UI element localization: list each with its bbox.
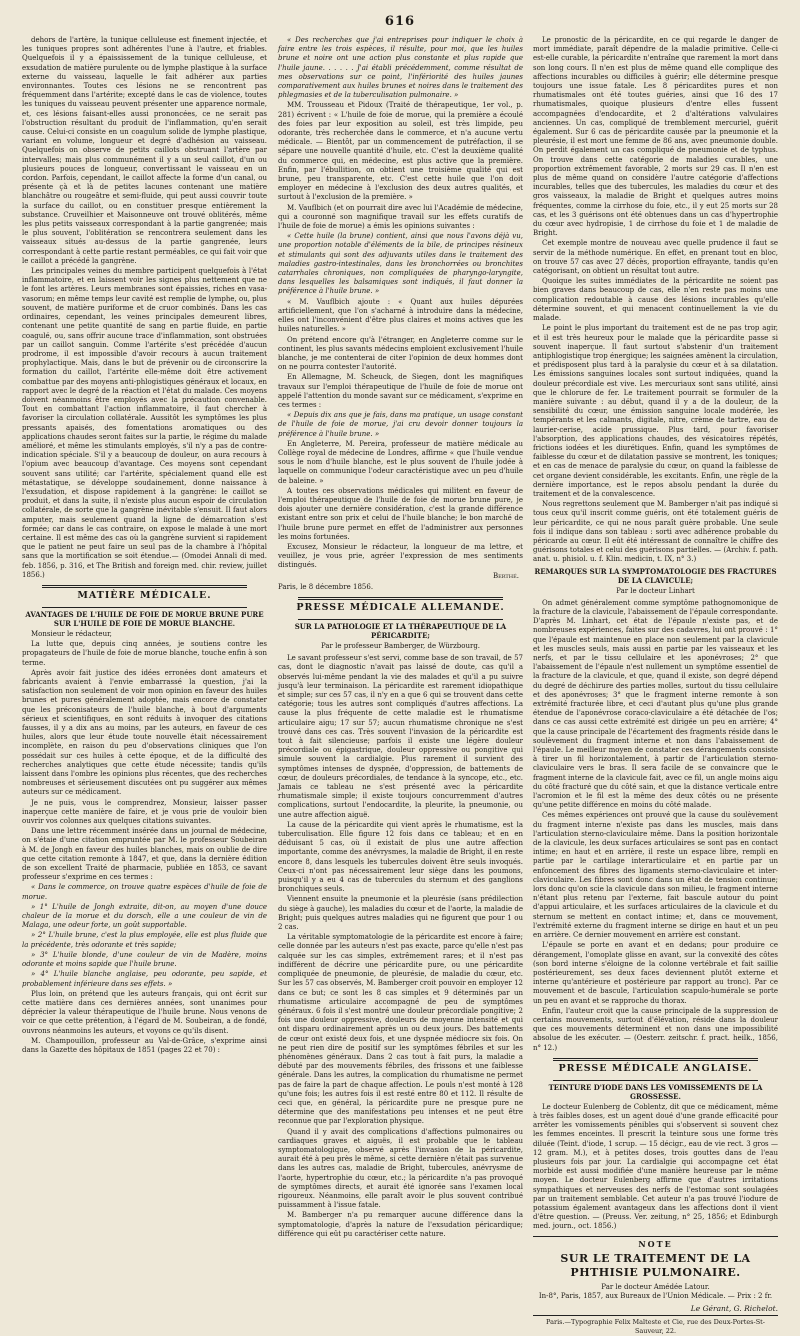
paragraph: Quand il y avait des complications d'affections pulmonaires ou cardiaques graves et aiguës, il est probable que le tableau symptomatologique, observé après l'invasion de la péricardite, aurait été à peu près le même, si cette dernière n'était pas survenue dans les autres cas, maladie de Bright, tubercules, anévrysme de l'aorte, hypertrophie du cœur, etc.; la péricardite n'a pas provoqué de symptômes directs, et aurait été ignorée sans l'examen local rigoureux. Néanmoins, elle paraît avoir le plus souvent contribué puissamment à l'issue fatale. bbox=[278, 1127, 523, 1210]
paragraph: Quoique les suites immédiates de la péricardite ne soient pas bien graves dans beaucoup de cas, elle n'en reste pas moins une complication redoutable à cause des lésions incurables qu'elle détermine souvent, et qui menacent continuellement la vie du malade. bbox=[533, 277, 778, 323]
column-right bbox=[533, 36, 778, 1336]
quote: » 4° L'huile blanche anglaise, peu odorante, peu sapide, et probablement inférieure dans ses effets. » bbox=[22, 970, 267, 988]
column-left bbox=[22, 36, 267, 1084]
paragraph: M. Vauflbich (et on pourrait dire avec lui l'Académie de médecine, qui a couronné son magnifique travail sur les effets curatifs de l'huile de foie de morue) a émis les opinions suivantes : bbox=[278, 203, 523, 231]
page-number: 616 bbox=[384, 14, 416, 29]
quote: « Des recherches que j'ai entreprises pour indiquer le choix à faire entre les trois espèces, il résulte, pour moi, que les huiles brune et noire ont une action plus constante et plus rapide que l'huile jaune. . . . . . J'ai établi précédemment, comme résultat de mes observations sur ce point, l'infériorité des huiles jaunes comparativement aux huiles brunes et noires dans le traitement des phlegmasies et de la tuberculisation pulmonaire. » bbox=[278, 36, 523, 100]
quote: » 3° L'huile blonde, d'une couleur de vin de Madère, moins odorante et moins sapide que l'huile brune. bbox=[22, 950, 267, 969]
article-title: SUR LA PATHOLOGIE ET LA THÉRAPEUTIQUE DE LA PÉRICARDITE; bbox=[294, 621, 507, 640]
paragraph: Ces mêmes expériences ont prouvé que la cause du soulèvement du fragment interne n'existe pas dans les muscles, mais dans l'articulation sterno-claviculaire même. Dans la position horizontale de la clavicule, les deux surfaces articulaires se sont pas en contact intime; en haut et en arrière, il reste un espace libre, rempli en partie par le cartilage interarticulaire et en partie par un enfoncement des fibres des ligaments sterno-claviculaire et inter-claviculaire. Les fibres sont donc dans un état de tension continue; lors donc qu'on scie la clavicule dans son milieu, le fragment interne n'étant plus retenu par l'externe, fait bascule autour du point d'appui articulaire, et les surfaces articulaires de la clavicule et du sternum se mettent en contact intime; et, dans ce mouvement, l'extrémité externe du fragment interne se dirige en haut et un peu en arrière. Ce dernier mouvement en arrière est constant. bbox=[533, 811, 778, 940]
section-divider bbox=[298, 619, 503, 620]
section-divider bbox=[553, 1080, 758, 1081]
paragraph: Excusez, Monsieur le rédacteur, la longueur de ma lettre, et veuillez, je vous prie, agréer l'expression de mes sentiments distingués. bbox=[278, 542, 523, 570]
section-divider bbox=[298, 597, 503, 600]
article-title: AVANTAGES DE L'HUILE DE FOIE DE MORUE BRUNE PURE SUR L'HUILE DE FOIE DE MORUE BLANCHE. bbox=[25, 609, 264, 628]
section-divider bbox=[42, 585, 247, 588]
quote: » 1° L'huile de Jongh extraite, dit-on, au moyen d'une douce chaleur de la morue et du dorsch, elle a une couleur de vin de Malaga, une odeur forte, un goût supportable. bbox=[22, 902, 267, 930]
paragraph: Après avoir fait justice des idées erronées dont amateurs et fabricants avaient à l'envie embarrassé la question, j'ai la satisfaction non seulement de voir mon opinion en faveur des huiles brunes et pures généralement adoptée, mais encore de constater que les préconisateurs de l'huile blanche, à bout d'arguments sérieux et scientifiques, en sont réduits à invoquer des citations fausses, il y a dix ans au moins, par les auteurs, en faveur de ces huiles, alors que leur étude toute nouvelle était nécessairement incomplète, en raison du peu d'observations cliniques que l'on possédait sur ces huiles à cette époque, et de la difficulté des recherches analytiques que cette étude nécessite; tandis qu'ils laissent dans l'ombre les opinions plus récentes, que des recherches nombreuses et sérieusement discutées ont pu suggérer aux mêmes auteurs sur ce médicament. bbox=[22, 668, 267, 797]
article-title: REMARQUES SUR LA SYMPTOMATOLOGIE DES FRACTURES DE LA CLAVICULE; bbox=[534, 566, 777, 585]
printer-imprint: Paris.—Typographie Felix Malteste et Cie, rue des Deux-Portes-St-Sauveur, 22. bbox=[533, 1315, 778, 1336]
paragraph: La lutte que, depuis cinq années, je soutiens contre les propagateurs de l'huile de foie de morue blanche, touche enfin à son terme. bbox=[22, 640, 267, 667]
paragraph: dehors de l'artère, la tunique celluleuse est finement injectée, et les tuniques propres sont adhérentes l'une à l'autre, et friables. Quelquefois il y a épaississement de la tunique celluleuse, et exsudation de matière purulente ou de lymphe plastique à la surface externe du vaisseau, laquelle le fait adhérer aux parties environnantes. Toutes ces lésions ne se rencontrent pas fréquemment dans l'artérite; excepté dans le cas de violence, toutes les tuniques du vaisseau peuvent présenter une apparence normale, et, ces lésions faisant-elles aussi prononcées, ce ne serait pas l'obstruction résultant du produit de l'inflammation, qu'en serait cause. Celui-ci consiste en un coagulum solide de lymphe plastique, variant en volume, longueur et degré d'adhésion au vaisseau. Quelquefois on observe de petits caillots obstruant l'artère par intervalles; mais plus communément il y a un seul caillot, d'un ou plusieurs pouces de longueur, convertissant le vaisseau en un cordon. Parfois, cependant, le caillot affecte la forme d'un canal, ou présente çà et là de petites lacunes contenant une matière blanchâtre ou rougeâtre et semi-fluide, qui peut aussi couvrir toute la surface du caillot, ou en constituer presque entièrement la substance. Cruveilhier et Maisonneuve ont trouvé oblitérés, même les plus petits vaisseaux correspondant à la partie gangrenée; mais le plus souvent, l'oblitération se rencontrera seulement dans les vaisseaux situés au-dessus de la partie gangrenée, leurs correspondant à cette partie restant perméables, ce qui fait voir que le caillot a précédé la gangrène. bbox=[22, 36, 267, 265]
note-label: NOTE bbox=[638, 1238, 673, 1249]
paragraph: Enfin, l'auteur croit que la cause principale de la suppression de certains mouvements, surtout d'élévation, réside dans la douleur que ces mouvements déterminent et non dans une impossibilité absolue de les exécuter. — (Oesterr. zeitschr. f. pract. heilk., 1856, n° 12.) bbox=[533, 1006, 778, 1052]
paragraph: On admet généralement comme symptôme pathognomonique de la fracture de la clavicule, l'abaissement de l'épaule correspondante. D'après M. Linhart, cet état de l'épaule n'existe pas, et de nombreuses expériences, faites sur des cadavres, lui ont prouvé : 1° que l'épaule est maintenue en place non seulement par la clavicule et les muscles seuls, mais aussi en partie par les vaisseaux et les nerfs, et par le tissu cellulaire et les aponévroses; 2° que l'abaissement de l'épaule n'est nullement un symptôme essentiel de la fracture de la clavicule, et que, quand il existe, son degré dépend du degré de déchirure des parties molles, surtout du tissu cellulaire et des aponévroses; 3° que le fragment interne remonte à son extrémité fracturée libre, et ceci d'autant plus qu'une plus grande étendue de l'aponévrose coraco-claviculaire a été détachée de l'os; dans ce cas aussi cette extrémité est dirigée un peu en arrière; 4° que la cause principale de l'écartement des fragments réside dans le soulèvement du fragment interne et non dans l'abaissement de l'épaule. Le meilleur moyen de constater ces dérangements consiste à tirer un fil horizontalement, à partir de l'articulation sterno-claviculaire vers le bras. Il sera facile de se convaincre que le fragment interne de la clavicule fait, avec ce fil, un angle moins aigu du côté fracturé que du côté sain, et que la distance verticale entre l'acromion et le fil est la même des deux côtés ou ne présente qu'une petite différence en moins du côté malade. bbox=[533, 598, 778, 810]
section-title: MATIÈRE MÉDICALE. bbox=[77, 589, 212, 601]
salutation: Monsieur le rédacteur, bbox=[31, 629, 112, 638]
quote: « Depuis dix ans que je fais, dans ma pratique, un usage constant de l'huile de foie de morue, j'ai cru devoir donner toujours la préférence à l'huile brune. » bbox=[278, 411, 523, 438]
paragraph: M. Bamberger n'a pu remarquer aucune différence dans la symptomatologie, d'après la nature de l'exsudation péricardique; différence qui eût pu caractériser cette nature. bbox=[278, 1211, 523, 1238]
paragraph: Cet exemple montre de nouveau avec quelle prudence il faut se servir de la méthode numérique. En effet, en prenant tout en bloc, on trouve 57 cas avec 27 décès, proportion effrayante, tandis qu'en catégorisant, on obtient un résultat tout autre. bbox=[533, 239, 778, 276]
note-title: SUR LE TRAITEMENT DE LA PHTHISIE PULMONAIRE. bbox=[560, 1251, 751, 1279]
paragraph: La véritable symptomatologie de la péricardite est encore à faire; celle donnée par les auteurs n'est pas exacte, parce qu'elle n'est pas calquée sur les cas simples, extrêmement rares; et il n'est pas indifférent de décrire une péricardite pure, ou une péricardite compliquée de pneumonie, de pleurésie, de maladie du cœur, etc. Sur les 57 cas observés, M. Bamberger croit pouvoir en employer 12 dans ce but; ce sont les 8 cas simples et 9 déterminés par un rhumatisme articulaire accompagné de peu de symptômes généraux. 6 fois il s'est montré une douleur précordiale pongitive; 2 fois une douleur oppressive, douleurs de moyenne intensité et qui ont disparu ordinairement après un ou deux jours. Des battements de cœur ont existé deux fois, et une dyspnée médiocre six fois. On ne peut rien dire de positif sur les symptômes fébriles et sur les phénomènes généraux. Dans 2 cas tout à fait purs, la maladie a débuté par des mouvements fébriles, des frissons et une faiblesse générale. Dans les autres, la complication du rhumatisme ne permet pas de faire la part de chaque affection. Le pouls n'est monté à 128 qu'une fois; les autres fois il est resté entre 80 et 112. Il résulte de ceci que, en général, la péricardite pure ne presque pure ne détermine que des manifestations peu intenses et ne peut être reconnue que par l'exploration physique. bbox=[278, 933, 523, 1126]
paragraph: En Angleterre, M. Pereira, professeur de matière médicale au Collège royal de médecine de Londres, affirme « que l'huile vendue sous le nom d'huile blanche, est le plus souvent de l'huile jodée à laquelle on communique l'odeur caractéristique avec un peu d'huile de baleine. » bbox=[278, 439, 523, 485]
quote: « Cette huile (la brune) contient, ainsi que nous l'avons déjà vu, une proportion notable d'éléments de la bile, de principes résineux et stimulants qui sont des adjuvants utiles dans le traitement des maladies gastro-intestinales, dans les bronchorrées ou bronchites catarrhales chroniques, non compliquées de pharyngo-laryngite, dans lesquelles les balsamiques sont indiqués, il faut donner la préférence à l'huile brune. » bbox=[278, 232, 523, 296]
paragraph: Le point le plus important du traitement est de ne pas trop agir, et il est très heureux pour le malade que la péricardite passe si souvent inaperçue. Il faut surtout s'abstenir d'un traitement antiphlogistique trop énergique; les saignées amènent la circulation, et prédisposent plus tard à la paralysie du cœur et à sa dilatation. Les émissions sanguines locales sont surtout indiquées, quand la douleur précordiale est vive. Les mercuriaux sont sans utilité, ainsi que le chlorure de fer. Le traitement pourrait se formuler de la manière suivante : au début, quand il y a de la douleur, de la sensibilité du cœur, une émission sanguine locale modérée, les tempérants et les calmants, digitale, nitre, crème de tartre, eau de laurier-cerise, acide prussique. Plus tard, pour favoriser l'absorption, des applications chaudes, des vésicatoires répétés, frictions iodées et les diurétiques. Enfin, quand les symptômes de faiblesse du cœur et de dilatation passive se montrent, les toniques; et en cas de menace de paralysie du cœur, on quand la faiblesse de cet organe devient considérable, les excitants. Enfin, une règle de la dernière importance, est le repos absolu pendant la durée du traitement et de la convalescence. bbox=[533, 324, 778, 498]
manager-signature: Le Gérant, G. Richelot. bbox=[690, 1303, 778, 1313]
paragraph: Je ne puis, vous le comprendrez, Monsieur, laisser passer inaperçue cette manière de faire, et je vous prie de vouloir bien ouvrir vos colonnes aux quelques citations suivantes. bbox=[22, 798, 267, 826]
place-date: Paris, le 8 décembre 1856. bbox=[278, 582, 374, 591]
paragraph: En Allemagne, M. Scheuck, de Siegen, dont les magnifiques travaux sur l'emploi thérapeutique de l'huile de foie de morue ont appelé l'attention du monde savant sur ce médicament, s'exprime en ces termes : bbox=[278, 373, 523, 409]
paragraph: Le pronostic de la péricardite, en ce qui regarde le danger de mort immédiate, paraît dépendre de la maladie primitive. Celle-ci est-elle curable, la péricardite n'entraîne que rarement la mort dans son long cours. Il n'en est plus de même quand elle complique des affections incurables ou difficiles à guérir; elle détermine presque toujours une issue fatale. Les 8 péricardites pures et non rhumatismales ont été toutes guéries, ainsi que 16 des 17 rhumatismales, quoique plusieurs d'entre elles fussent accompagnées d'endocardite, et 2 d'altérations valvulaires anciennes. Un cas, compliqué de tremblement mercuriel, guérit également. Sur 6 cas de péricardite causée par la pneumonie et la pleurésie, il est mort une femme de 86 ans, avec pneumonie double. On perdit également un cas compliqué de pneumonie et de typhus. On trouve dans cette catégorie de maladies curables, une proportion extrêmement favorable, 2 morts sur 29 cas. Il n'en est plus de même quand on considère l'autre catégorie d'affections incurables, telles que des tubercules, les maladies du cœur et des gros vaisseaux, la maladie de Bright et quelques autres moins fréquentes, comme la cirrhose du foie, etc., il y eut 25 morts sur 28 cas, et les 3 guérisons ont été obtenues dans un cas d'hypertrophie du cœur avec hydropisie, 1 de cirrhose du foie et 1 de maladie de Bright. bbox=[533, 36, 778, 238]
section-title: PRESSE MÉDICALE ALLEMANDE. bbox=[296, 601, 505, 613]
paragraph: L'épaule se porte en avant et en dedans; pour produire ce dérangement, l'omoplate glisse en avant, sur la convexité des côtes (son bord interne s'éloigne de la colonne vertébrale et fait saillie postérieurement, ses deux faces deviennent plutôt externe et interne qu'antérieure et postérieure par rapport au tronc). Par ce mouvement et de bascule, l'articulation scapulo-humérale se porte un peu en avant et se rapproche du thorax. bbox=[533, 941, 778, 1005]
note-publication: In-8°, Paris, 1857, aux Bureaux de l'Union Médicale. — Prix : 2 fr. bbox=[538, 1291, 773, 1300]
article-byline: Par le docteur Linhart bbox=[616, 586, 695, 595]
note-author: Par le docteur Amédée Latour. bbox=[601, 1282, 710, 1291]
section-title: PRESSE MÉDICALE ANGLAISE. bbox=[558, 1062, 753, 1074]
paragraph: Le savant professeur s'est servi, comme base de son travail, de 57 cas, dont le diagnostic n'avait pas laissé de doute, cas qu'il a observés lui-même pendant la vie des malades et qu'il a pu suivre jusqu'à leur terminaison. La péricardite est rarement idiopathique et simple; sur ces 57 cas, il n'y en a que 6 qui se trouvent dans cette catégorie; tous les autres sont compliqués d'autres affections. La cause la plus fréquente de cette maladie est le rhumatisme articulaire aigu; 17 sur 57; aucun rhumatisme chronique ne s'est trouvé dans ces cas. Très souvent l'invasion de la péricardite est tout à fait silencieuse; parfois il existe une légère douleur précordiale ou épigastrique, douleur oppressive ou pongitive qui simule souvent la cardialgie. Plus rarement il survient des symptômes intenses de dyspnée, d'oppression, de battements de cœur, de douleurs précordiales, de tendance à la syncope, etc., etc. Jamais ce tableau ne s'est présenté avec la péricardite rhumatismale simple; il existe toujours concurremment d'autres complications, surtout l'endocardite, la pleurite, la pneumonie, ou une autre affection aiguë. bbox=[278, 654, 523, 819]
quote: « Dans le commerce, on trouve quatre espèces d'huile de foie de morue. bbox=[22, 883, 267, 901]
section-divider bbox=[42, 607, 247, 608]
book-notice bbox=[533, 1236, 778, 1301]
paragraph: Nous regrettons seulement que M. Bamberger n'ait pas indiqué si tous ceux qu'il inscrit comme guéris, ont été totalement guéris de leur péricardite, ce qui ne nous paraît guère probable. Une seule fois il indique dans son tableau : sorti avec adhérence probable du péricarde au cœur. Il eût été intéressant de connaître le chiffre des guérisons totales et celui des guérisons partielles. — (Archiv. f. path. anat. u. phisiol. u. f. Klin. medicin, t. IX, n° 3.) bbox=[533, 500, 778, 564]
signature: Berthé. bbox=[492, 571, 519, 580]
paragraph: Viennent ensuite la pneumonie et la pleurésie (sans prédilection du siège à gauche), les maladies du cœur et de l'aorte, la maladie de Bright; puis quelques autres maladies qui ne figurent que pour 1 ou 2 cas. bbox=[278, 895, 523, 932]
article-title: TEINTURE D'IODE DANS LES VOMISSEMENTS DE LA GROSSESSE. bbox=[548, 1082, 763, 1101]
paragraph: M. Champouillon, professeur au Val-de-Grâce, s'exprime ainsi dans la Gazette des hôpitaux de 1851 (pages 22 et 70) : bbox=[22, 1036, 267, 1054]
quote: » 2° L'huile brune, c'est la plus employée, elle est plus fluide que la précédente, très odorante et très sapide; bbox=[22, 931, 267, 949]
paragraph: Plus loin, on prétend que les auteurs français, qui ont écrit sur cette matière dans ces dernières années, sont unanimes pour déprécier la valeur thérapeutique de l'huile brune. Nous venons de voir ce que cette prétention, à l'égard de M. Soubeiran, a de fondé, ouvrons néanmoins les auteurs, et voyons ce qu'ils disent. bbox=[22, 989, 267, 1035]
paragraph: On prétend encore qu'à l'étranger, en Angleterre comme sur le continent, les plus savants médecins emploient exclusivement l'huile blanche, je me contenterai de citer l'opinion de deux hommes dont on ne pourra contester l'autorité. bbox=[278, 335, 523, 372]
paragraph: Les principales veines du membre participent quelquefois à l'état inflammatoire, et en laissent voir les signes plus nettement que ne le font les artères. Leurs membranes sont épaissies, riches en vasa-vasorum; en même temps leur cavité est remplie de lymphe, ou, plus souvent, de matière puriforme et de cruor combinés. Dans les cas ordinaires, cependant, les veines principales demeurent libres, contenant une petite quantité de sang en partie fluide, en partie coagulé, ou, sans offrir aucune trace d'inflammation, sont obstruées par un caillot sanguin. Comme l'artérite s'est précédée d'aucun prodrome, il est impossible d'avoir recours à aucun traitement prophylactique. Mais, dans le but de prévenir ou de circonscrire la formation du caillot, l'artérite elle-même doit être activement combattue par des moyens anti-phlogistiques généraux et locaux, en rapport avec le degré de la réaction et l'état du malade. Ces moyens doivent néanmoins être employés avec la précaution convenable. Tout en combattant l'action inflammatoire, il faut chercher à favoriser la circulation collatérale. Aussitôt les symptômes les plus pressants apaisés, des fomentations aromatiques ou des applications chaudes seront faites sur la partie, le régime du malade amélioré, et même les stimulants employés, s'il n'y a pas de contre-indication spéciale. S'il y a beaucoup de douleur, on aura recours à l'opium avec beaucoup d'avantage. Ces moyens sont cependant souvent sans utilité; car l'artérite, spécialement quand elle est métastatique, se développe soudainement, donne naissance à l'exsudation, et dispose rapidement à la gangrène: le caillot se produit, et dans la suite, il n'existe plus aucun espoir de circulation collatérale, de sorte que la gangrène inévitable s'ensuit. Il faut alors amputer, mais seulement quand la ligne de démarcation s'est formée; car dans le cas contraire, on expose le malade à une mort certaine. Il est même des cas où la gangrène survient si rapidement que le patient ne peut faire un seul pas de la chambre à l'hôpital sans que la mortification se soit étendue.— (Omodei Annali di med. feb. 1856, p. 316, et The British and foreign med. chir. review, juillet 1856.) bbox=[22, 267, 267, 579]
article-byline: Par le professeur Bamberger, de Würzbourg. bbox=[320, 641, 481, 650]
paragraph: Le docteur Eulenberg de Coblentz, dit que ce médicament, même à très faibles doses, est un agent doué d'une grande efficacité pour arrêter les vomissements pénibles qui s'observent si souvent chez les femmes enceintes. Il prescrit la teinture sous une forme très diluée (Teint. d'iode, 1 scrup. — 15 décigr., eau de vie rect. 3 gros — 12 gram. M.), et à petites doses, trois gouttes dans de l'eau plusieurs fois par jour. La cardialgie qui accompagne cet état morbide est aussi modifiée d'une manière heureuse par le même moyen. Le docteur Eulenberg affirme que d'autres irritations sympathiques et nerveuses des nerfs de l'estomac sont soulagées par un traitement semblable. Cet auteur n'a pas trouvé l'iodure de potassium également avantageux dans les affections dont il vient d'être question. — (Preuss. Ver. zeitung, n° 25, 1856; et Edinburgh med. journ., oct. 1856.) bbox=[533, 1102, 778, 1231]
paragraph: « M. Vauflbich ajoute : « Quant aux huiles dépurées artificiellement, que l'on s'acharné à introduire dans la médecine, elles ont l'inconvénient d'être plus claires et moins actives que les huiles naturelles. » bbox=[278, 297, 523, 334]
paragraph: MM. Trousseau et Pidoux (Traité de thérapeutique, 1er vol., p. 281) écrivent : « L'huile de foie de morue, qui la première a écoulé des foies par leur exposition au soleil, est très limpide, peu odorante, très recherchée dans le commerce, et n'a aucune vertu médicale. — Bientôt, par un commencement de putréfaction, il se sépare une nouvelle quantité d'huile, etc. C'est la deuxième qualité du commerce qui, en médecine, est plus active que la première. Enfin, par l'ébullition, on obtient une troisième qualité qui est brune, peu transparente, etc. C'est cette huile que l'on doit employer en médecine à l'exclusion des deux autres qualités, et surtout à l'exclusion de la première. » bbox=[278, 101, 523, 202]
paragraph: Dans une lettre récemment insérée dans un journal de médecine, on s'étaie d'une citation empruntée par M. le professeur Soubeiran à M. de Jongh en faveur des huiles blanches, mais on oublie de dire que cette citation remonte à 1847, et que, dans la dernière édition de son excellent Traité de pharmacie, publiée en 1853, ce savant professeur s'exprime en ces termes : bbox=[22, 827, 267, 882]
paragraph: A toutes ces observations médicales qui militent en faveur de l'emploi thérapeutique de l'huile de foie de morue brune pure, je dois ajouter une dernière considération, c'est la grande différence existant entre son prix et celui de l'huile blanche; le bon marché de l'huile brune pure permet en effet de l'administrer aux personnes les moins fortunées. bbox=[278, 486, 523, 541]
column-middle bbox=[278, 36, 523, 1238]
section-divider bbox=[553, 1058, 758, 1061]
paragraph: La cause de la péricardite qui vient après le rhumatisme, est la tuberculisation. Elle figure 12 fois dans ce tableau; et en en déduisant 5 cas, où il existait de plus une autre affection importante, comme des anévrysmes, la maladie de Bright, il en reste encore 8, dans lesquels les tubercules doivent être seuls invoqués. Ceux-ci n'ont pas nécessairement leur siège dans les poumons, puisqu'il y a eu 4 cas de tubercules du sternum et des ganglions bronchiques seuls. bbox=[278, 820, 523, 894]
